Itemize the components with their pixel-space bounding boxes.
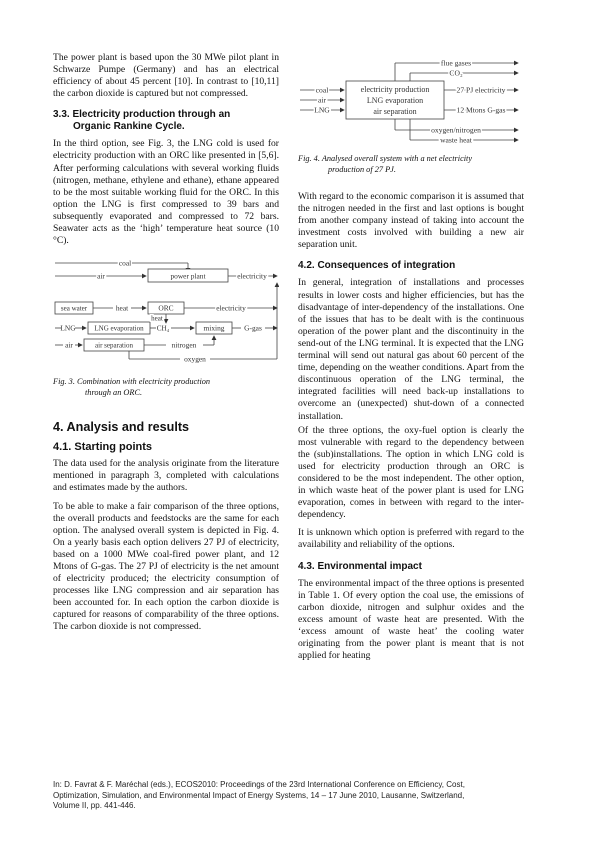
caption-line: Fig. 4. Analysed overall system with a net electricity [298,154,473,163]
paragraph: In general, integration of installations and processes results in lower costs and higher efficiencies, but has the disadvantage of inter-dependency of the installations. One of the issues that has to be dealt with is the continuous operation of the power plant and the discontinuity in the send-out of the LNG terminal. It is expected that the LNG terminal will send out natural gas about 60 percent of the time, depending on the weather conditions. Apart from the discontinuous operation of the LNG terminal, the integrated facilities will need back-up installations to overcome an (unexpected) shut-down of a connected installation. [298,277,524,422]
fig4-box-line-2: LNG evaporation [366,96,424,105]
section-heading-3-3 [53,109,279,133]
fig4-label-lng: LNG [314,105,330,115]
section-heading-4-1: 4.1. Starting points [53,441,153,454]
heading-line: Organic Rankine Cycle. [73,121,185,133]
figure-3-diagram [53,257,279,375]
left-column [53,52,279,634]
section-heading-4: 4. Analysis and results [53,420,190,435]
paragraph: With regard to the economic comparison it is assumed that the nitrogen needed in the first and last options is bought from another company instead of taking into account the investment costs involved with building a new air separation unit. [298,191,524,251]
fig4-label-air: air [317,95,327,105]
fig3-label-ch4: CH₄ [156,324,170,333]
caption-line: Fig. 3. Combination with electricity production [53,377,211,387]
fig3-label-sea-water: sea water [60,304,88,313]
fig3-label-coal: coal [118,258,132,268]
paragraph: Of the three options, the oxy-fuel option is clearly the most vulnerable with regard to the dependency between the (sub)installations. The option in which LNG cold is used for electricity production through an ORC is considered to be the most independent. The other option, in which waste heat of the power plant is used for LNG evaporation, comes in between with regard to the inter-dependency. [298,424,524,521]
paragraph: The data used for the analysis originate from the literature mentioned in paragraph 3, completed with calculations and estimates made by the authors. [53,458,279,494]
fig3-label-mixing: mixing [203,323,225,333]
fig3-label-heat: heat [115,303,129,313]
right-column [298,52,524,662]
paragraph: The environmental impact of the three options is presented in Table 1. Of every option the coal use, the emissions of carbon dioxide, nitrogen and sulphur oxides and the excess amount of waste heat are presented. With the ‘excess amount of waste heat’ the cooling water originating from the power plant is meant that is not applied for heating [298,577,524,662]
fig4-label-oxygen-nitrogen: oxygen/nitrogen [431,125,481,135]
fig3-label-air: air [97,271,105,281]
fig3-label-orc: ORC [158,303,174,313]
fig3-label-lng: LNG [60,323,76,333]
fig3-label-air-sep-input: air [65,340,73,350]
fig4-label-g-gas: 12 Mtons G-gas [456,105,506,115]
figure-3-caption [53,377,279,398]
section-heading-4-2: 4.2. Consequences of integration [298,260,456,272]
fig4-label-waste-heat: waste heat [440,135,472,145]
fig3-label-power-plant: power plant [170,271,206,281]
fig4-box-line-1: electricity production [360,85,430,94]
paragraph: To be able to make a fair comparison of the three options, the overall products and feedstocks are the same for each option. The analysed overall system is depicted in Fig. 4. On a yearly basis each option delivers 27 PJ of electricity, based on a 1000 MWe coal-fired power plant, and 12 Mtons of G-gas. The 27 PJ of electricity is the net amount of electricity produced; the electricity consumption of processes like LNG compression and air separation has been accounted for. In each option the carbon dioxide is captured for reasons of comparability of the three options. The carbon dioxide is not compressed. [53,500,279,633]
fig3-label-electricity: electricity [237,271,267,281]
fig3-label-electricity-orc: electricity [216,303,246,313]
fig3-label-heat-orc: heat [151,314,163,323]
page-footer-citation [53,780,553,812]
fig3-label-lng-evaporation: LNG evaporation [94,324,144,333]
heading-line: 3.3. Electricity production through an [53,109,231,121]
fig4-box-line-3: air separation [373,107,417,116]
fig3-label-g-gas: G-gas [244,323,262,333]
fig4-label-electricity: 27 PJ electricity [456,85,506,95]
paragraph: The power plant is based upon the 30 MWe pilot plant in Schwarze Pumpe (Germany) and has an electrical efficiency of about 45 percent [10]. In contrast to [10,11] the carbon dioxide is captured but not compressed. [53,52,279,100]
figure-4-caption [298,154,524,175]
fig3-label-nitrogen: nitrogen [171,340,197,350]
fig4-label-co2: CO₂ [449,68,463,78]
paragraph: It is unknown which option is preferred with regard to the availability and reliability of the options. [298,527,524,551]
caption-line: through an ORC. [85,387,143,397]
fig3-label-air-separation: air separation [95,341,133,350]
footer-line: Volume II, pp. 441-446. [53,801,136,811]
section-heading-4-3: 4.3. Environmental impact [298,560,422,572]
fig4-label-flue-gases: flue gases [440,58,472,68]
footer-line: In: D. Favrat & F. Maréchal (eds.), ECOS2010: Proceedings of the 23rd International Conference on Efficiency, Cost, [53,780,465,789]
paragraph: In the third option, see Fig. 3, the LNG cold is used for electricity production with an ORC like presented in [5,6]. After performing calculations with several working fluids (nitrogen, methane, ethylene and ethane), ethane appeared to be the most suitable working fluid for the ORC. In this option the LNG is first compressed to 39 bars and subsequently evaporated and compressed to 72 bars. Seawater acts as the ‘high’ temperature heat source (10 °C). [53,138,279,247]
fig3-label-oxygen: oxygen [184,354,206,364]
fig4-label-coal: coal [315,85,329,95]
figure-4-diagram [298,54,524,150]
caption-line: production of 27 PJ. [328,164,396,174]
footer-line: Optimization, Simulation, and Environmental Impact of Energy Systems, 14 – 17 June 2010, Lausanne, Switzerland, [53,790,465,800]
